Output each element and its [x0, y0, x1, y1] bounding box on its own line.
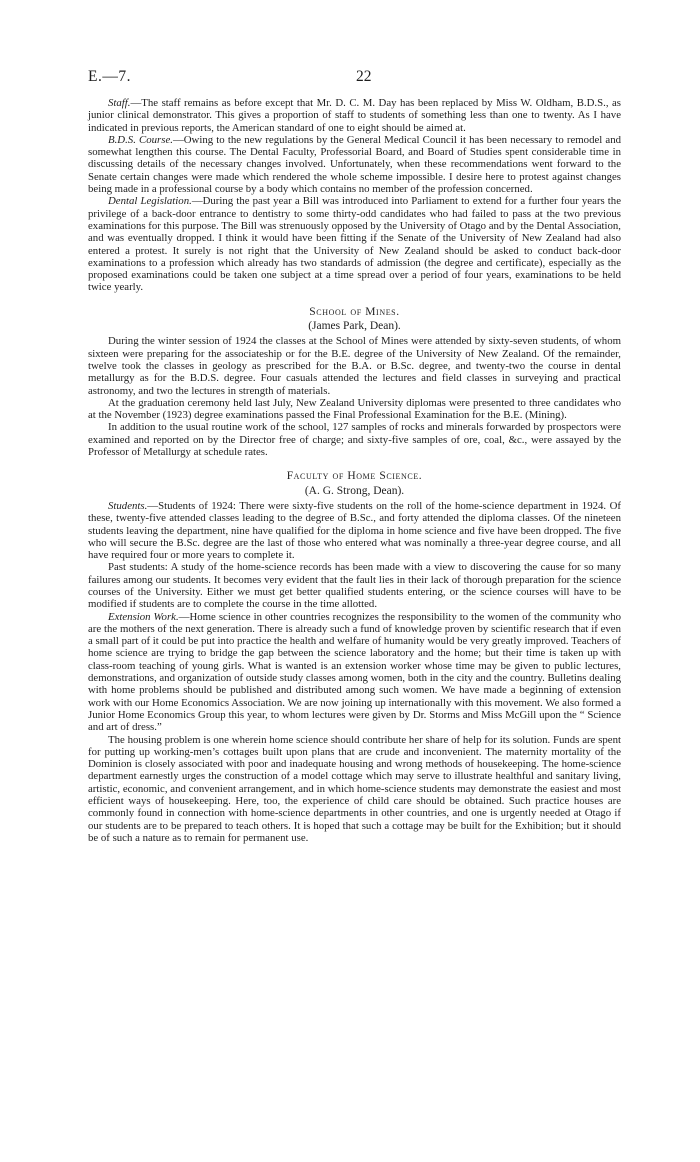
- paragraph-extension-work: [88, 611, 621, 734]
- page-number: 22: [356, 68, 372, 85]
- section-title-home-science: Faculty of Home Science.: [286, 470, 423, 483]
- paragraph-mines-graduation: At the graduation ceremony held last July, New Zealand University diplomas were presented to three candidates who at the November (1923) degree examinations passed the Final Professional Examination for the B.E. (Mining).: [88, 396, 621, 422]
- page-body: [88, 97, 621, 844]
- paragraph-housing: The housing problem is one wherein home science should contribute her share of help for its solution. Funds are spent for putting up working-men’s cottages built upon plans that are crude and inconvenient. The maternity mortality of the Dominion is closely associated with poor and inadequate housing and wrong methods of housekeeping. The home-science department earnestly urges the construction of a model cottage which may serve to illustrate healthful and sanitary living, artistic, economic, and convenient arrangement, and in which home-science students may demonstrate the easiest and most efficient ways of housekeeping. Here, too, the experience of child care should be obtained. Such practice houses are commonly found in connection with home-science departments in other countries, and one is urgently needed at Otago if our students are to be prepared to teach others. It is hoped that such a cottage may be built for the Exhibition; but it should be of such a nature as to remain for permanent use.: [88, 733, 621, 844]
- paragraph-staff: [88, 97, 621, 134]
- paragraph-lead: Staff.: [108, 97, 131, 109]
- paragraph-text: —Home science in other countries recognizes the responsibility to the women of the community who are the mothers of the next generation. There is already such a fund of knowledge proven by scientific research that if even a small part of it could be put into practice the health and welfare of humanity would be very greatly improved. Teachers of home science are trying to bridge the gap between the science laboratory and the home; but their time is taken up with class-room teaching of young girls. What is wanted is an extension worker whose time may be given to public lectures, demonstrations, and organization of outside study classes among women, both in the city and the country. Bulletins dealing with home problems should be published and distributed among such women. We have made a beginning of extension work with our Home Economics Association. We are now joining up internationally with this movement. We also formed a Junior Home Economics Group this year, to whom lectures were given by Dr. Storms and Miss McGill upon the “ Science and art of dress.”: [88, 610, 622, 734]
- paragraph-lead: Students.: [108, 499, 148, 512]
- paragraph-students: [88, 500, 621, 561]
- paragraph-lead: B.D.S. Course.: [108, 133, 173, 146]
- section-subtitle-mines: (James Park, Dean).: [308, 320, 401, 333]
- paragraph-text: —Owing to the new regulations by the General Medical Council it has been necessary to remodel and somewhat lengthen this course. The Dental Faculty, Professorial Board, and Board of Studies spent considerable time in discussing details of the necessary changes involved. Unfortunately, when these recommendations went forward to the Senate certain changes were made which rendered the whole scheme impossible. I desire here to protest against changes being made in a professional course by a body which contains no member of the profession concerned.: [88, 133, 622, 196]
- page-header: [88, 68, 608, 88]
- paragraph-text: —Students of 1924: There were sixty-five students on the roll of the home-science department in 1924. Of these, twenty-five attended classes leading to the degree of B.Sc., and forty attended the diploma classes. Of the nineteen students leaving the department, nine have qualified for the diploma in home science and five have been dropped. The five who will secure the B.Sc. degree are the last of those who entered what was nominally a three-year degree course, and all have required four or more years to complete it.: [88, 499, 621, 562]
- paragraph-lead: Extension Work.: [108, 610, 179, 623]
- report-reference: E.—7.: [88, 68, 131, 85]
- paragraph-text: —The staff remains as before except that Mr. D. C. M. Day has been replaced by Miss W. Oldham, B.D.S., as junior clinical demonstrator. This gives a proportion of staff to students of something less than one to twenty. As I have indicated in previous reports, the American standard of one to eight should be aimed at.: [88, 97, 621, 134]
- paragraph-lead: Dental Legislation.: [108, 195, 192, 208]
- paragraph-bds-course: [88, 134, 621, 195]
- paragraph-dental-legislation: [88, 195, 621, 293]
- paragraph-past-students: Past students: A study of the home-science records has been made with a view to discovering the cause for so many failures among our students. It becomes very evident that the fault lies in their lack of thorough preparation for the science courses of the University. Either we must get better qualified students entering, or the science courses will have to be modified if students are to complete the course in the time allotted.: [88, 561, 621, 611]
- paragraph-mines-session: During the winter session of 1924 the classes at the School of Mines were attended by sixty-seven students, of whom sixteen were preparing for the associateship or for the B.E. degree of the University of New Zealand. Of the remainder, twelve took the classes in geology as prescribed for the B.A. or B.Sc. degree, and twenty-two the course in dental metallurgy as for the B.D.S. degree. Four casuals attended the lectures and field classes in surveying and practical astronomy, and two the lectures in strength of materials.: [88, 335, 621, 397]
- section-subtitle-home-science: (A. G. Strong, Dean).: [304, 484, 405, 497]
- paragraph-mines-routine: In addition to the usual routine work of the school, 127 samples of rocks and minerals forwarded by prospectors were examined and reported on by the Director free of charge; and sixty-five samples of ore, coal, &c., were assayed by the Professor of Metallurgy at schedule rates.: [88, 421, 621, 459]
- paragraph-text: —During the past year a Bill was introduced into Parliament to extend for a further four years the privilege of a back-door entrance to dentistry to some thirty-odd candidates who had failed to pass at the two previous examinations for this purpose. The Bill was strenuously opposed by the University of Otago and by the Dental Association, and was eventually dropped. I think it would have been fitting if the Senate of the University of New Zealand had also entered a protest. It surely is not right that the University of New Zealand should be asked to conduct back-door examinations to a profession which already has two standards of admission (the degree and certificate), especially as the proposed examinations could be taken one subject at a time spread over a period of four years, examinations to be held twice yearly.: [88, 195, 621, 294]
- section-title-mines: School of Mines.: [309, 305, 400, 318]
